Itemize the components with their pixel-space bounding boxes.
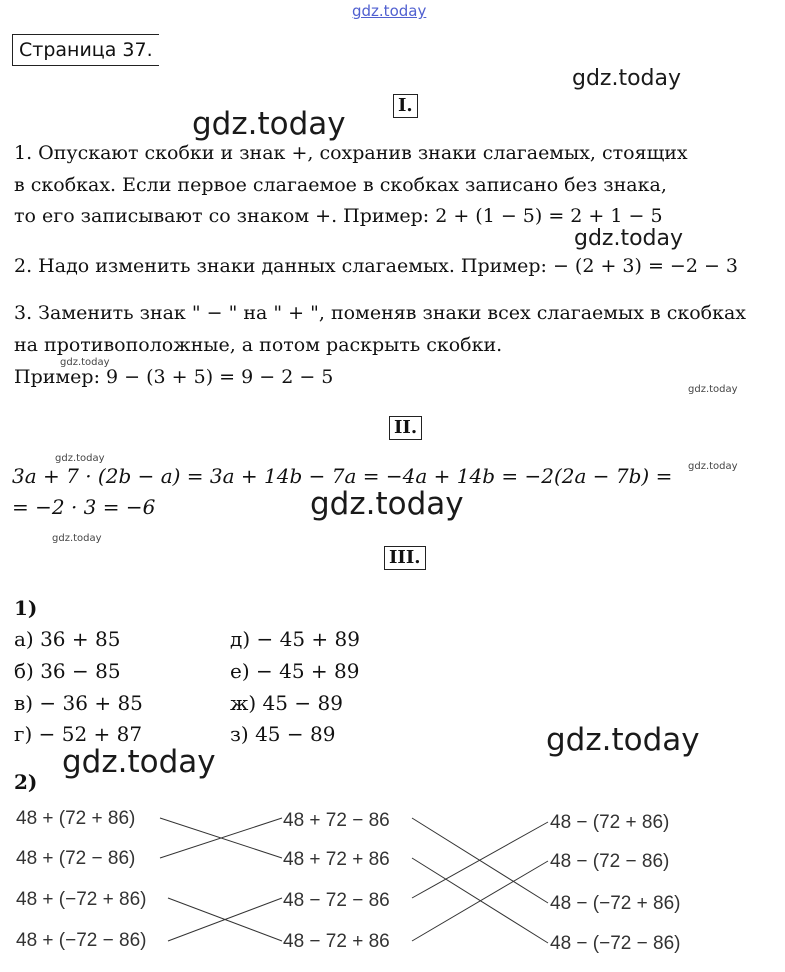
item-1-line-3: то его записывают со знаком +. Пример: 2 + (1 − 5) = 2 + 1 − 5: [14, 205, 663, 227]
watermark: gdz.today: [52, 533, 102, 544]
item-3-line-1: 3. Заменить знак " − " на " + ", поменяв знаки всех слагаемых в скобках: [14, 302, 747, 324]
task-1-item-z: з) 45 − 89: [230, 722, 336, 746]
watermark-top: gdz.today: [352, 2, 427, 20]
item-3-line-2: на противоположные, а потом раскрыть скобки.: [14, 334, 503, 356]
section-3-badge: III.: [384, 546, 426, 570]
section-2-badge: II.: [389, 416, 422, 440]
match-col3-1: 48 − (72 + 86): [550, 812, 670, 833]
match-col2-2: 48 + 72 + 86: [283, 849, 390, 870]
match-col3-4: 48 − (−72 − 86): [550, 933, 681, 954]
match-col1-3: 48 + (−72 + 86): [16, 889, 147, 910]
task-1-item-a: а) 36 + 85: [14, 627, 121, 651]
task-1-item-v: в) − 36 + 85: [14, 691, 143, 715]
item-2: 2. Надо изменить знаки данных слагаемых. Пример: − (2 + 3) = −2 − 3: [14, 255, 739, 277]
watermark: gdz.today: [546, 722, 700, 758]
watermark: gdz.today: [574, 226, 684, 251]
watermark: gdz.today: [192, 106, 346, 142]
match-col3-3: 48 − (−72 + 86): [550, 893, 681, 914]
match-line: [412, 822, 548, 898]
item-1-line-2: в скобках. Если первое слагаемое в скобках записано без знака,: [14, 174, 667, 196]
match-col1-4: 48 + (−72 − 86): [16, 930, 147, 951]
match-col1-2: 48 + (72 − 86): [16, 848, 136, 869]
watermark: gdz.today: [55, 453, 105, 464]
watermark: gdz.today: [572, 66, 682, 91]
watermark: gdz.today: [60, 357, 110, 368]
match-line: [412, 861, 548, 941]
page-title: Страница 37.: [12, 34, 159, 66]
watermark: gdz.today: [62, 744, 216, 780]
watermark: gdz.today: [688, 461, 738, 472]
task-1-item-zh: ж) 45 − 89: [230, 691, 343, 715]
item-3-line-3: Пример: 9 − (3 + 5) = 9 − 2 − 5: [14, 366, 334, 388]
watermark: gdz.today: [310, 486, 464, 522]
task-1-item-d: д) − 45 + 89: [230, 627, 360, 651]
task-1-item-b: б) 36 − 85: [14, 659, 121, 683]
expression-line-1: 3a + 7 · (2b − a) = 3a + 14b − 7a = −4a + 14b = −2(2a − 7b) =: [12, 464, 673, 488]
match-col2-3: 48 − 72 − 86: [283, 890, 390, 911]
expression-line-2: = −2 · 3 = −6: [12, 495, 156, 519]
match-col3-2: 48 − (72 − 86): [550, 851, 670, 872]
task-1-item-e: е) − 45 + 89: [230, 659, 360, 683]
task-1-item-g: г) − 52 + 87: [14, 722, 143, 746]
section-1-badge: I.: [393, 94, 418, 118]
task-1-label: 1): [14, 596, 38, 620]
match-col2-4: 48 − 72 + 86: [283, 931, 390, 952]
watermark: gdz.today: [688, 384, 738, 395]
match-col2-1: 48 + 72 − 86: [283, 810, 390, 831]
task-2-label: 2): [14, 770, 38, 794]
item-1-line-1: 1. Опускают скобки и знак +, сохранив знаки слагаемых, стоящих: [14, 142, 688, 164]
match-col1-1: 48 + (72 + 86): [16, 808, 136, 829]
